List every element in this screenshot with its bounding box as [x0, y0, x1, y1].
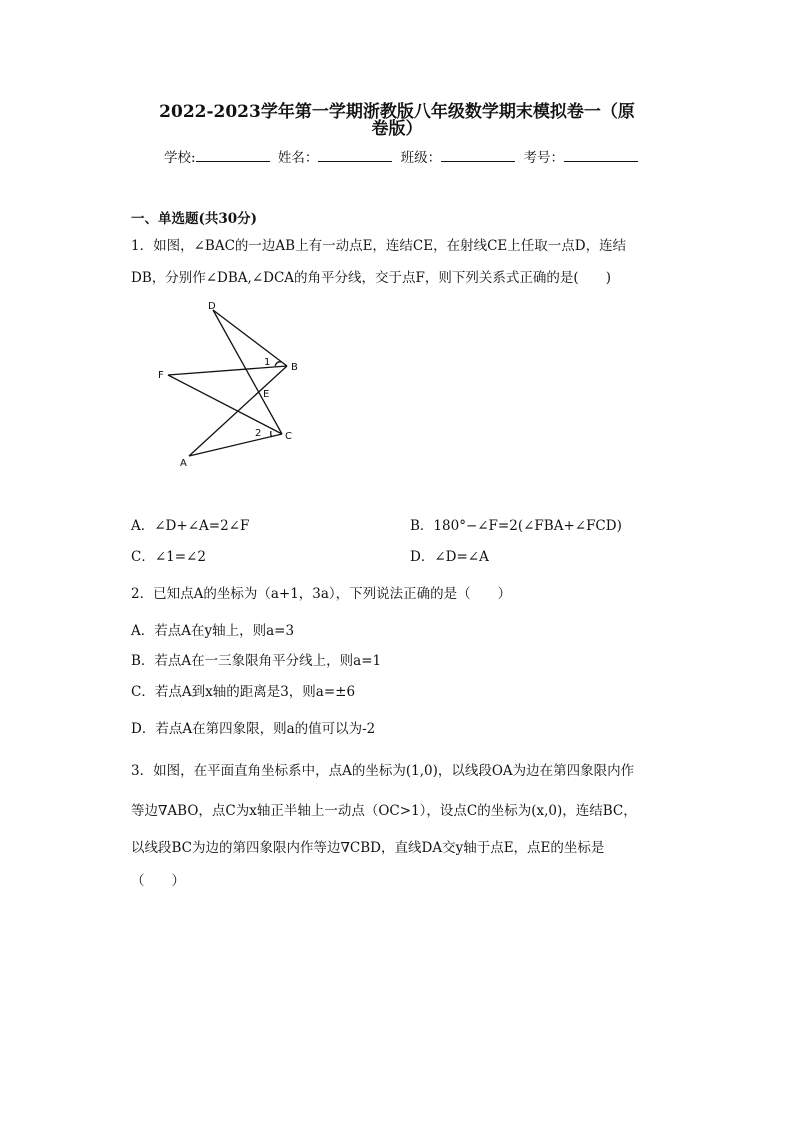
angle-2-arc [271, 431, 272, 437]
q3-line-1: 3．如图，在平面直角坐标系中，点A的坐标为(1,0)，以线段OA为边在第四象限内作 [131, 763, 635, 779]
q1-line-2: DB，分别作∠DBA,∠DCA的角平分线，交于点F，则下列关系式正确的是( ) [131, 270, 611, 286]
label-f: F [158, 370, 164, 381]
label-b: B [291, 362, 298, 373]
segment-ac [189, 434, 282, 456]
name-label: 姓名： [277, 150, 319, 166]
title-line-1: 2022-2023学年第一学期浙教版八年级数学期末模拟卷一（原 [159, 102, 635, 122]
q1-figure [0, 0, 794, 500]
angle-1-arc [275, 362, 281, 366]
q2-option-d[interactable]: D．若点A在第四象限，则a的值可以为-2 [131, 721, 376, 737]
q1-option-d[interactable]: D．∠D=∠A [410, 549, 489, 565]
label-a: A [180, 458, 187, 469]
segment-db [213, 310, 287, 366]
q3-line-2: 等边∇ABO，点C为x轴正半轴上一动点（OC>1），设点C的坐标为(x,0)，连结BC， [131, 803, 637, 819]
q1-line-1: 1．如图，∠BAC的一边AB上有一动点E，连结CE，在射线CE上任取一点D，连结 [131, 238, 627, 254]
title-line-2: 卷版） [371, 119, 423, 139]
q1-option-b[interactable]: B．180°−∠F=2(∠FBA+∠FCD) [410, 518, 622, 534]
q2-stem: 2．已知点A的坐标为（a+1，3a），下列说法正确的是（ ） [131, 586, 512, 602]
number-label: 考号： [523, 150, 564, 166]
section-heading: 一、单选题(共30分) [131, 211, 258, 227]
q2-option-b[interactable]: B．若点A在一三象限角平分线上，则a=1 [131, 653, 382, 669]
label-d: D [208, 301, 216, 312]
q2-option-c[interactable]: C．若点A到x轴的距离是3，则a=±6 [131, 684, 356, 700]
q3-line-4: （ ） [131, 873, 185, 889]
school-label: 学校: [164, 150, 196, 166]
label-c: C [285, 431, 292, 442]
q2-option-a[interactable]: A．若点A在y轴上，则a=3 [131, 623, 295, 639]
label-e: E [263, 389, 270, 400]
segment-ab [189, 366, 287, 456]
q3-line-3: 以线段BC为边的第四象限内作等边∇CBD，直线DA交y轴于点E，点E的坐标是 [131, 840, 605, 856]
q1-option-a[interactable]: A．∠D+∠A=2∠F [131, 518, 250, 534]
segment-dc [213, 310, 282, 434]
q1-option-c[interactable]: C．∠1=∠2 [131, 549, 206, 565]
label-angle-2: 2 [255, 428, 262, 439]
label-angle-1: 1 [264, 357, 271, 368]
class-label: 班级： [400, 150, 442, 166]
